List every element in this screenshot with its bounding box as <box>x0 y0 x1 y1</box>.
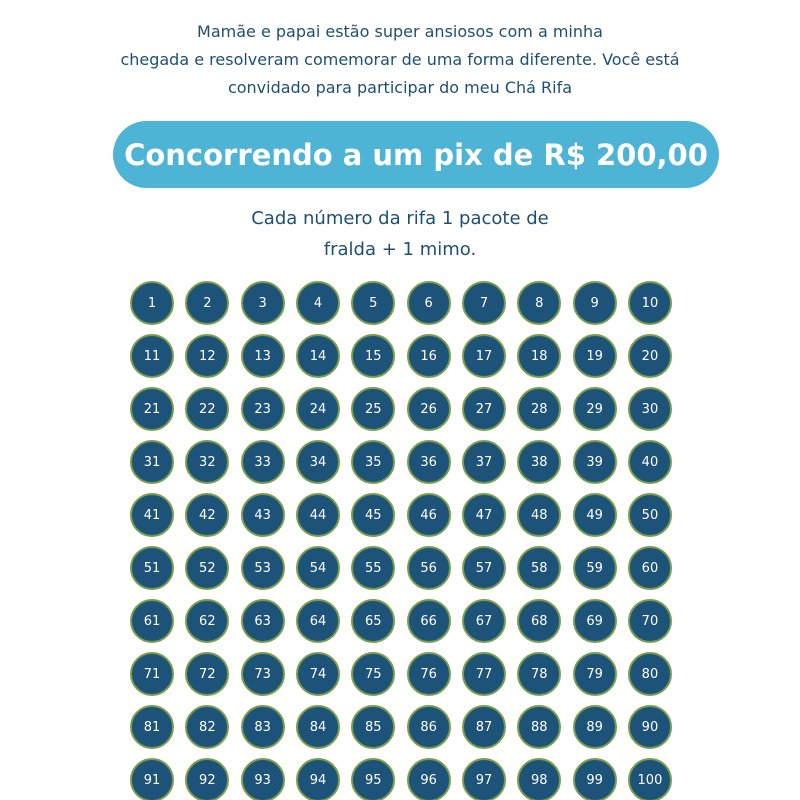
raffle-number[interactable]: 13 <box>241 334 285 378</box>
raffle-number[interactable]: 56 <box>407 546 451 590</box>
raffle-number[interactable]: 53 <box>241 546 285 590</box>
raffle-number[interactable]: 28 <box>517 387 561 431</box>
raffle-number[interactable]: 39 <box>573 440 617 484</box>
raffle-number[interactable]: 65 <box>351 599 395 643</box>
raffle-number[interactable]: 18 <box>517 334 561 378</box>
raffle-number[interactable]: 32 <box>185 440 229 484</box>
raffle-number[interactable]: 90 <box>628 705 672 749</box>
raffle-number[interactable]: 31 <box>130 440 174 484</box>
raffle-number[interactable]: 30 <box>628 387 672 431</box>
intro-text <box>0 18 800 102</box>
intro-line-1: Mamãe e papai estão super ansiosos com a minha <box>197 22 603 41</box>
raffle-number[interactable]: 70 <box>628 599 672 643</box>
raffle-number[interactable]: 29 <box>573 387 617 431</box>
raffle-number[interactable]: 24 <box>296 387 340 431</box>
raffle-number[interactable]: 61 <box>130 599 174 643</box>
raffle-number[interactable]: 97 <box>462 758 506 800</box>
raffle-number[interactable]: 74 <box>296 652 340 696</box>
raffle-number[interactable]: 58 <box>517 546 561 590</box>
raffle-number[interactable]: 20 <box>628 334 672 378</box>
raffle-number[interactable]: 85 <box>351 705 395 749</box>
raffle-number[interactable]: 15 <box>351 334 395 378</box>
raffle-number[interactable]: 91 <box>130 758 174 800</box>
raffle-number[interactable]: 19 <box>573 334 617 378</box>
raffle-number[interactable]: 2 <box>185 281 229 325</box>
raffle-number[interactable]: 81 <box>130 705 174 749</box>
raffle-number[interactable]: 73 <box>241 652 285 696</box>
raffle-number[interactable]: 72 <box>185 652 229 696</box>
raffle-number[interactable]: 50 <box>628 493 672 537</box>
raffle-number[interactable]: 26 <box>407 387 451 431</box>
raffle-number[interactable]: 34 <box>296 440 340 484</box>
raffle-number[interactable]: 40 <box>628 440 672 484</box>
raffle-number[interactable]: 89 <box>573 705 617 749</box>
prize-banner: Concorrendo a um pix de R$ 200,00 <box>113 121 719 188</box>
raffle-number[interactable]: 38 <box>517 440 561 484</box>
raffle-number[interactable]: 99 <box>573 758 617 800</box>
raffle-number[interactable]: 1 <box>130 281 174 325</box>
raffle-number[interactable]: 16 <box>407 334 451 378</box>
raffle-number[interactable]: 69 <box>573 599 617 643</box>
raffle-number[interactable]: 77 <box>462 652 506 696</box>
raffle-number[interactable]: 67 <box>462 599 506 643</box>
raffle-number[interactable]: 11 <box>130 334 174 378</box>
raffle-number[interactable]: 86 <box>407 705 451 749</box>
prize-note-line-2: fralda + 1 mimo. <box>323 239 477 260</box>
raffle-number[interactable]: 48 <box>517 493 561 537</box>
raffle-number[interactable]: 42 <box>185 493 229 537</box>
raffle-number[interactable]: 54 <box>296 546 340 590</box>
raffle-number[interactable]: 57 <box>462 546 506 590</box>
raffle-number[interactable]: 7 <box>462 281 506 325</box>
raffle-number[interactable]: 33 <box>241 440 285 484</box>
raffle-number[interactable]: 9 <box>573 281 617 325</box>
raffle-number[interactable]: 10 <box>628 281 672 325</box>
raffle-number[interactable]: 80 <box>628 652 672 696</box>
raffle-number[interactable]: 94 <box>296 758 340 800</box>
raffle-number[interactable]: 6 <box>407 281 451 325</box>
raffle-number[interactable]: 71 <box>130 652 174 696</box>
raffle-number[interactable]: 12 <box>185 334 229 378</box>
prize-note-line-1: Cada número da rifa 1 pacote de <box>251 208 549 229</box>
raffle-number[interactable]: 52 <box>185 546 229 590</box>
raffle-number[interactable]: 46 <box>407 493 451 537</box>
raffle-number[interactable]: 4 <box>296 281 340 325</box>
raffle-number[interactable]: 17 <box>462 334 506 378</box>
intro-line-2: chegada e resolveram comemorar de uma forma diferente. Você está <box>120 50 680 69</box>
raffle-number[interactable]: 92 <box>185 758 229 800</box>
raffle-number[interactable]: 79 <box>573 652 617 696</box>
raffle-number[interactable]: 36 <box>407 440 451 484</box>
raffle-number[interactable]: 87 <box>462 705 506 749</box>
raffle-number[interactable]: 83 <box>241 705 285 749</box>
raffle-number[interactable]: 45 <box>351 493 395 537</box>
prize-note <box>0 203 800 265</box>
raffle-number[interactable]: 14 <box>296 334 340 378</box>
raffle-number[interactable]: 84 <box>296 705 340 749</box>
raffle-number[interactable]: 68 <box>517 599 561 643</box>
raffle-number[interactable]: 41 <box>130 493 174 537</box>
raffle-number[interactable]: 44 <box>296 493 340 537</box>
raffle-number[interactable]: 5 <box>351 281 395 325</box>
raffle-number[interactable]: 37 <box>462 440 506 484</box>
raffle-number[interactable]: 3 <box>241 281 285 325</box>
raffle-number[interactable]: 78 <box>517 652 561 696</box>
raffle-number[interactable]: 49 <box>573 493 617 537</box>
raffle-number[interactable]: 35 <box>351 440 395 484</box>
raffle-number[interactable]: 100 <box>628 758 672 800</box>
raffle-number[interactable]: 22 <box>185 387 229 431</box>
raffle-number[interactable]: 62 <box>185 599 229 643</box>
raffle-number[interactable]: 75 <box>351 652 395 696</box>
raffle-number[interactable]: 27 <box>462 387 506 431</box>
raffle-number[interactable]: 23 <box>241 387 285 431</box>
raffle-number[interactable]: 88 <box>517 705 561 749</box>
raffle-number[interactable]: 66 <box>407 599 451 643</box>
raffle-number[interactable]: 93 <box>241 758 285 800</box>
raffle-number[interactable]: 98 <box>517 758 561 800</box>
raffle-number[interactable]: 25 <box>351 387 395 431</box>
raffle-number[interactable]: 51 <box>130 546 174 590</box>
raffle-number[interactable]: 59 <box>573 546 617 590</box>
raffle-number[interactable]: 55 <box>351 546 395 590</box>
raffle-number[interactable]: 43 <box>241 493 285 537</box>
raffle-number-grid <box>130 281 675 800</box>
raffle-number[interactable]: 64 <box>296 599 340 643</box>
raffle-number[interactable]: 95 <box>351 758 395 800</box>
intro-line-3: convidado para participar do meu Chá Rifa <box>227 78 573 97</box>
raffle-number[interactable]: 8 <box>517 281 561 325</box>
raffle-number[interactable]: 96 <box>407 758 451 800</box>
raffle-number[interactable]: 47 <box>462 493 506 537</box>
raffle-number[interactable]: 60 <box>628 546 672 590</box>
raffle-number[interactable]: 76 <box>407 652 451 696</box>
raffle-number[interactable]: 21 <box>130 387 174 431</box>
raffle-number[interactable]: 82 <box>185 705 229 749</box>
raffle-number[interactable]: 63 <box>241 599 285 643</box>
